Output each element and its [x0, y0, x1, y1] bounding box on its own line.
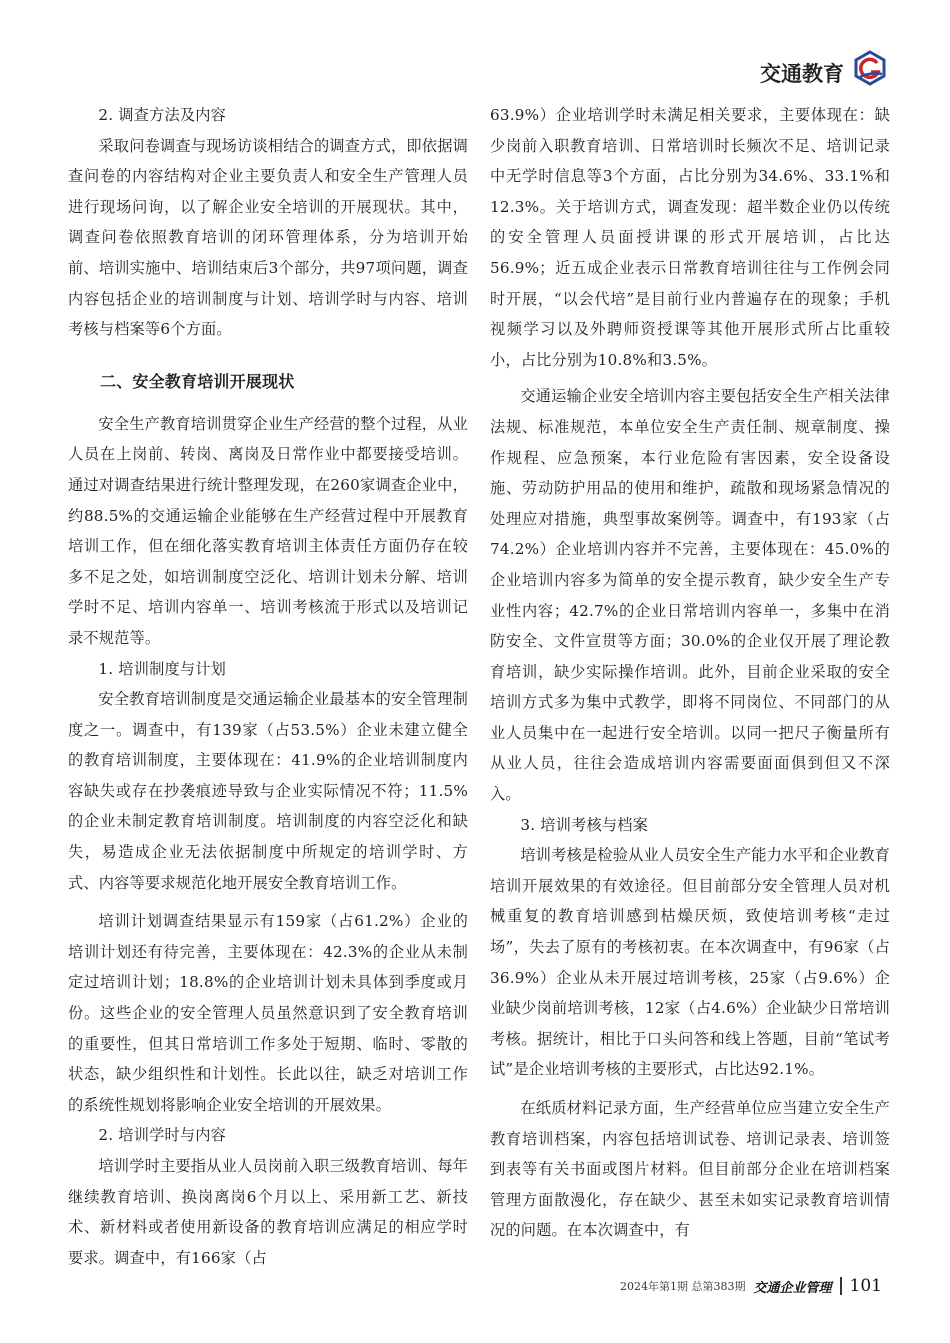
section-title: 交通教育 [760, 62, 844, 86]
subsection-heading-assessment: 3. 培训考核与档案 [520, 815, 649, 834]
section-heading-status: 二、安全教育培训开展现状 [100, 371, 295, 391]
subsection-heading-methods: 2. 调查方法及内容 [98, 106, 227, 124]
subsection-heading-hours: 2. 培训学时与内容 [98, 1126, 227, 1145]
page-footer [620, 1276, 882, 1296]
paragraph: 63.9%）企业培训学时未满足相关要求，主要体现在：缺少岗前入职教育培训、日常培训时长频次不足、培训记录中无学时信息等3个方面，占比分别为34.6%、33.1%和12.3%。关于培训方式，调查发现：超半数企业仍以传统的安全管理人员面授讲课的形式开展培训，占比达56.9%；近五成企业表示日常教育培训往往与工作例会同时开展，“以会代培”是目前行业内普遍存在的现象；手机视频学习以及外聘师资授课等其他开展形式所占比重较小，占比分别为10.8%和3.5%。 [490, 106, 890, 369]
hex-g-logo-icon [852, 50, 888, 86]
right-column [490, 100, 890, 1246]
paragraph: 安全生产教育培训贯穿企业生产经营的整个过程，从业人员在上岗前、转岗、离岗及日常作业中都要接受培训。通过对调查结果进行统计整理发现，在260家调查企业中，约88.5%的交通运输企业能够在生产经营过程中开展教育培训工作，但在细化落实教育培训主体责任方面仍存在较多不足之处，如培训制度空泛化、培训计划未分解、培训学时不足、培训内容单一、培训考核流于形式以及培训记录不规范等。 [68, 414, 468, 647]
left-column [68, 100, 468, 1273]
paragraph: 采取问卷调查与现场访谈相结合的调查方式，即依据调查问卷的内容结构对企业主要负责人和安全生产管理人员进行现场问询，以了解企业安全培训的开展现状。其中，调查问卷依照教育培训的闭环管理体系，分为培训开始前、培训实施中、培训结束后3个部分，共97项问题，调查内容包括企业的培训制度与计划、培训学时与内容、培训考核与档案等6个方面。 [68, 136, 468, 339]
subsection-heading-system: 1. 培训制度与计划 [98, 659, 227, 678]
paragraph: 交通运输企业安全培训内容主要包括安全生产相关法律法规、标准规范，本单位安全生产责任制、规章制度、操作规程、应急预案，本行业危险有害因素，安全设备设施、劳动防护用品的使用和维护，疏散和现场紧急情况的处理应对措施，典型事故案例等。调查中，有193家（占74.2%）企业培训内容并不完善，主要体现在：45.0%的企业培训内容多为简单的安全提示教育，缺少安全生产专业性内容；42.7%的企业日常培训内容单一，多集中在消防安全、文件宣贯等方面；30.0%的企业仅开展了理论教育培训，缺少实际操作培训。此外，目前企业采取的安全培训方式多为集中式教学，即将不同岗位、不同部门的从业人员集中在一起进行安全培训。以同一把尺子衡量所有从业人员，往往会造成培训内容需要面面俱到但又不深入。 [490, 387, 890, 804]
page-number: 101 [849, 1276, 882, 1296]
magazine-name: 交通企业管理 [753, 1280, 832, 1296]
divider [840, 1277, 842, 1295]
issue-info: 2024年第1期 总第383期 [620, 1280, 746, 1293]
paragraph: 培训学时主要指从业人员岗前入职三级教育培训、每年继续教育培训、换岗离岗6个月以上、采用新工艺、新技术、新材料或者使用新设备的教育培训应满足的相应学时要求。调查中，有166家（占 [68, 1157, 468, 1267]
paragraph: 安全教育培训制度是交通运输企业最基本的安全管理制度之一。调查中，有139家（占53.5%）企业未建立健全的教育培训制度，主要体现在：41.9%的企业培训制度内容缺失或存在抄袭痕迹导致与企业实际情况不符；11.5%的企业未制定教育培训制度。培训制度的内容空泛化和缺失，易造成企业无法依据制度中所规定的培训学时、方式、内容等要求规范化地开展安全教育培训工作。 [68, 690, 468, 892]
paragraph: 在纸质材料记录方面，生产经营单位应当建立安全生产教育培训档案，内容包括培训试卷、培训记录表、培训签到表等有关书面或图片材料。但目前部分企业在培训档案管理方面散漫化，存在缺少、甚至未如实记录教育培训情况的问题。在本次调查中，有 [490, 1099, 890, 1240]
paragraph: 培训计划调查结果显示有159家（占61.2%）企业的培训计划还有待完善，主要体现在：42.3%的企业从未制定过培训计划；18.8%的企业培训计划未具体到季度或月份。这些企业的安全管理人员虽然意识到了安全教育培训的重要性，但其日常培训工作多处于短期、临时、零散的状态，缺少组织性和计划性。长此以往，缺乏对培训工作的系统性规划将影响企业安全培训的开展效果。 [68, 912, 468, 1114]
paragraph: 培训考核是检验从业人员安全生产能力水平和企业教育培训开展效果的有效途径。但目前部分安全管理人员对机械重复的教育培训感到枯燥厌烦，致使培训考核“走过场”，失去了原有的考核初衷。在本次调查中，有96家（占36.9%）企业从未开展过培训考核，25家（占9.6%）企业缺少岗前培训考核，12家（占4.6%）企业缺少日常培训考核。据统计，相比于口头问答和线上答题，目前“笔试考试”是企业培训考核的主要形式，占比达92.1%。 [490, 846, 890, 1079]
